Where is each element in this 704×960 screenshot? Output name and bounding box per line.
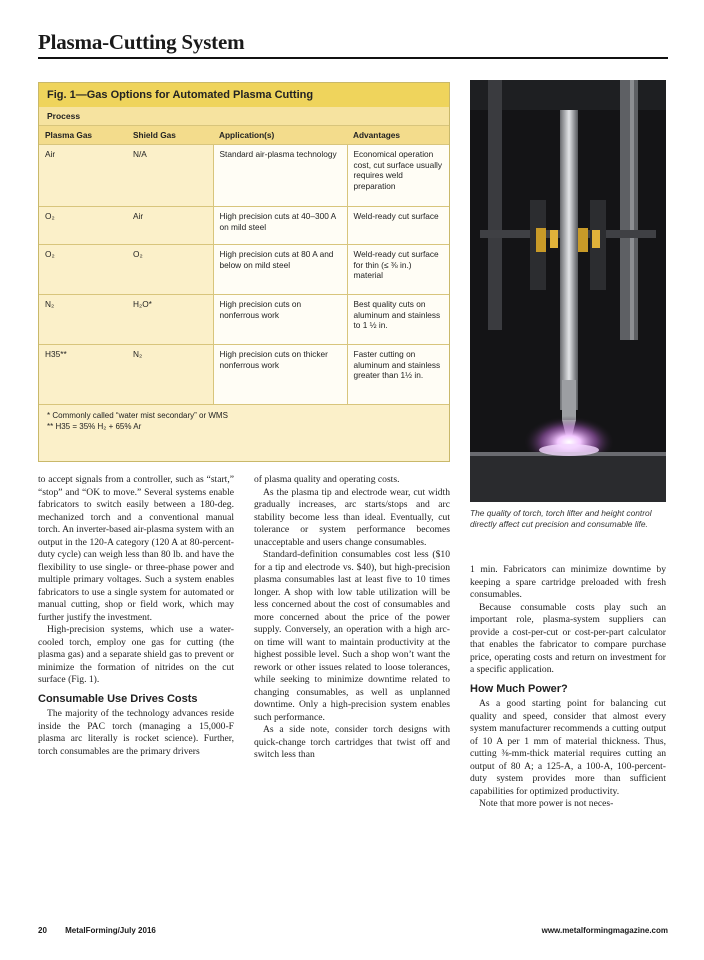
- shield-gas-cell: N₂: [127, 345, 213, 405]
- figure-notes: [39, 405, 449, 437]
- column-header: Plasma Gas: [39, 126, 127, 145]
- figure-note: * Commonly called “water mist secondary” or WMS: [47, 411, 228, 420]
- shield-gas-cell: H₂O*: [127, 295, 213, 345]
- plasma-gas-cell: O₂: [39, 207, 127, 245]
- figure-title: Fig. 1—Gas Options for Automated Plasma Cutting: [39, 83, 449, 107]
- paragraph: to accept signals from a controller, such as “start,” “stop” and “OK to move.” Several systems enable fabricators to switch easily between a 180-deg. mechanized torch and a conventional manual torch. An inverter-based air-plasma system with an output in the 120-A category (120 A at 80-percent-duty cycle) can weigh less than 80 lb. and have the flexibility to use single- or three-phase power and multiple primary voltages. Such a system enables fabricators to use a single system for automated or manual cutting, shop or field work, which may further justify the investment.: [38, 474, 234, 623]
- page-number: 20: [38, 926, 47, 935]
- paragraph: Note that more power is not neces-: [479, 798, 614, 809]
- gas-options-table: [39, 126, 449, 405]
- table-row: [39, 145, 449, 207]
- table-row: [39, 295, 449, 345]
- shield-gas-cell: Air: [127, 207, 213, 245]
- advantages-cell: Weld-ready cut surface for thin (≤ ⅜ in.) material: [347, 245, 449, 295]
- plasma-torch-illustration: [470, 80, 666, 502]
- plasma-gas-cell: Air: [39, 145, 127, 207]
- column-header: Application(s): [213, 126, 347, 145]
- column-header: Shield Gas: [127, 126, 213, 145]
- paragraph: 1 min. Fabricators can minimize downtime by keeping a spare cartridge preloaded with fresh consumables.: [470, 564, 666, 600]
- advantages-cell: Faster cutting on aluminum and stainless greater than 1½ in.: [347, 345, 449, 405]
- photo-caption: The quality of torch, torch lifter and height control directly affect cut precision and consumable life.: [470, 508, 652, 529]
- plasma-gas-cell: H35**: [39, 345, 127, 405]
- paragraph: Standard-definition consumables cost less ($10 for a tip and electrode vs. $40), but high-precision plasma consumables last at least five to 10 times longer. A shop with low table utilization will be less concerned about the cost of consumables and more concerned about the price of the power supply. Conversely, an operation with a high arc-on time will want to maintain productivity at the highest possible level. Such a shop won’t want the rework or other issues related to loose tolerances, while seeking to minimize downtime related to changing consumables, as well as unplanned downtime. Only a high-precision system enables such performance.: [254, 549, 450, 723]
- plasma-torch-photo: [470, 80, 666, 502]
- page-header: [38, 30, 668, 59]
- paragraph: The majority of the technology advances reside inside the PAC torch (managing a 15,000-F plasma arc literally is rocket science). Further, torch consumables are the primary drivers: [38, 708, 234, 757]
- website-link[interactable]: www.metalformingmagazine.com: [541, 926, 668, 935]
- table-header-row: [39, 126, 449, 145]
- advantages-cell: Weld-ready cut surface: [347, 207, 449, 245]
- figure-process-label: Process: [39, 107, 449, 126]
- page-title: Plasma-Cutting System: [38, 30, 245, 54]
- issue-label: MetalForming/July 2016: [65, 926, 156, 935]
- shield-gas-cell: O₂: [127, 245, 213, 295]
- figure-note: ** H35 = 35% H₂ + 65% Ar: [47, 422, 142, 431]
- plasma-gas-cell: N₂: [39, 295, 127, 345]
- body-column-3: [470, 564, 666, 811]
- paragraph: As the plasma tip and electrode wear, cut width gradually increases, arc starts/stops and arc stability become less than ideal. Eventually, cut tolerance or system performance becomes unacceptable and users change consumables.: [254, 486, 450, 548]
- application-cell: High precision cuts on thicker nonferrous work: [213, 345, 347, 405]
- application-cell: High precision cuts on nonferrous work: [213, 295, 347, 345]
- paragraph: As a good starting point for balancing cut quality and speed, consider that almost every system manufacturer recommends a cutting output of 10 A per 1 mm of material thickness. Thus, cutting ⅜-mm-thick material requires cutting an output of 80 A; a 125-A, a 100-A, 100-percent-duty system provides more than sufficient capabilities for optimized productivity.: [470, 698, 666, 797]
- application-cell: Standard air-plasma technology: [213, 145, 347, 207]
- paragraph: High-precision systems, which use a water-cooled torch, employ one gas for cutting (the plasma gas) and a separate shield gas to prevent or minimize the formation of nitrides on the cut surface (Fig. 1).: [38, 624, 234, 685]
- application-cell: High precision cuts at 80 A and below on mild steel: [213, 245, 347, 295]
- section-heading: How Much Power?: [470, 682, 568, 695]
- table-row: [39, 245, 449, 295]
- table-row: [39, 207, 449, 245]
- advantages-cell: Best quality cuts on aluminum and stainless to 1 ½ in.: [347, 295, 449, 345]
- body-column-1: [38, 474, 234, 758]
- section-heading: Consumable Use Drives Costs: [38, 692, 198, 705]
- application-cell: High precision cuts at 40–300 A on mild steel: [213, 207, 347, 245]
- column-header: Advantages: [347, 126, 449, 145]
- table-row: [39, 345, 449, 405]
- figure-gas-options: [38, 82, 450, 462]
- paragraph: Because consumable costs play such an important role, plasma-system suppliers can provide a cost-per-cut or cost-per-part calculator that enables the fabricator to compare purchase price, operating costs and return on investment for a specific application.: [470, 601, 666, 675]
- paragraph: of plasma quality and operating costs.: [254, 474, 400, 485]
- body-column-2: [254, 474, 450, 762]
- paragraph: As a side note, consider torch designs with quick-change torch cartridges that twist off and switch less than: [254, 724, 450, 760]
- page-footer: [38, 926, 668, 940]
- advantages-cell: Economical operation cost, cut surface usually requires weld preparation: [347, 145, 449, 207]
- plasma-gas-cell: O₂: [39, 245, 127, 295]
- shield-gas-cell: N/A: [127, 145, 213, 207]
